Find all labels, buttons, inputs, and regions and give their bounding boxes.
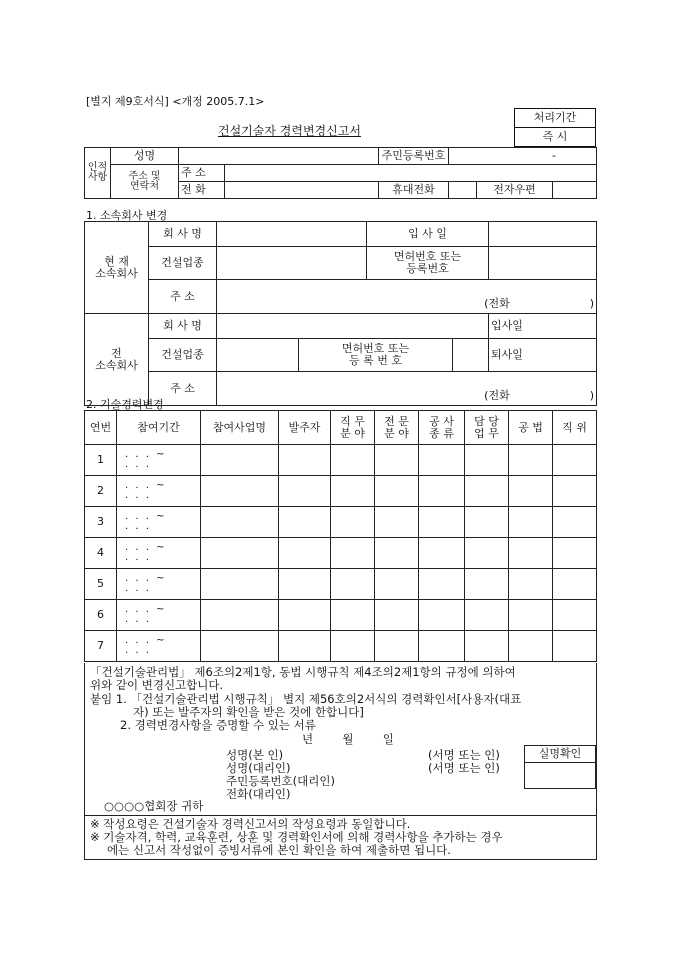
current-phone-label: (전화 bbox=[484, 297, 510, 310]
career-row-cell[interactable] bbox=[279, 476, 331, 507]
career-row-cell[interactable] bbox=[419, 631, 465, 662]
agent-name-label: 성명(대리인) bbox=[226, 761, 291, 775]
period-start-dots: . . . ~ bbox=[125, 449, 167, 460]
career-row-cell[interactable] bbox=[331, 600, 375, 631]
prev-license-field[interactable] bbox=[453, 339, 489, 372]
personal-group-label: 인적 사항 bbox=[85, 148, 111, 199]
col-project: 참여사업명 bbox=[201, 411, 279, 445]
career-row-cell[interactable] bbox=[375, 507, 419, 538]
col-duty-field: 직 무 분 야 bbox=[331, 411, 375, 445]
career-change-table bbox=[84, 410, 597, 662]
career-row-period[interactable] bbox=[117, 445, 201, 476]
declaration-line1: 「건설기술관리법」 제6조의2제1항, 동법 시행규칙 제4조의2제1항의 규정에 의하여 bbox=[90, 665, 516, 679]
career-row-cell[interactable] bbox=[553, 631, 597, 662]
declaration-line2: 위와 같이 변경신고합니다. bbox=[90, 678, 224, 692]
career-row-seq: 6 bbox=[85, 600, 117, 631]
mobile-field[interactable] bbox=[449, 182, 477, 199]
processing-period-value: 즉 시 bbox=[515, 128, 596, 147]
career-row bbox=[85, 538, 597, 569]
career-row bbox=[85, 569, 597, 600]
rrn-field[interactable]: - bbox=[449, 148, 597, 165]
career-row-cell[interactable] bbox=[375, 445, 419, 476]
career-row-cell[interactable] bbox=[465, 538, 509, 569]
career-row-seq: 3 bbox=[85, 507, 117, 538]
career-row-cell[interactable] bbox=[279, 600, 331, 631]
career-row-cell[interactable] bbox=[201, 631, 279, 662]
name-label: 성명 bbox=[111, 148, 179, 165]
agent-sign-note: (서명 또는 인) bbox=[428, 761, 500, 775]
career-row-cell[interactable] bbox=[553, 569, 597, 600]
career-row-seq: 2 bbox=[85, 476, 117, 507]
career-row-cell[interactable] bbox=[279, 569, 331, 600]
career-row-seq: 1 bbox=[85, 445, 117, 476]
career-row-period[interactable] bbox=[117, 600, 201, 631]
processing-period-box bbox=[514, 108, 596, 147]
career-row-cell[interactable] bbox=[419, 569, 465, 600]
current-license-field[interactable] bbox=[489, 247, 597, 280]
note-1: ※ 작성요령은 건설기술자 경력신고서의 작성요령과 동일합니다. bbox=[90, 817, 411, 831]
current-address-field[interactable]: (전화 ) bbox=[217, 280, 597, 314]
career-row-seq: 4 bbox=[85, 538, 117, 569]
career-row-cell[interactable] bbox=[465, 631, 509, 662]
career-row-seq: 7 bbox=[85, 631, 117, 662]
identity-verify-label: 실명확인 bbox=[525, 746, 596, 763]
period-end-dots: . . . bbox=[125, 614, 151, 625]
note-2: ※ 기술자격, 학력, 교육훈련, 상훈 및 경력확인서에 의해 경력사항을 추가하는 경우 bbox=[90, 830, 503, 844]
period-start-dots: . . . ~ bbox=[125, 604, 167, 615]
career-header-row bbox=[85, 411, 597, 445]
address-field[interactable] bbox=[225, 165, 597, 182]
career-row-cell[interactable] bbox=[553, 445, 597, 476]
career-row-cell[interactable] bbox=[553, 600, 597, 631]
attachment-line1-cont: 자) 또는 발주자의 확인을 받은 것에 한합니다] bbox=[133, 705, 364, 719]
prev-address-field[interactable]: (전화 ) bbox=[217, 372, 597, 406]
career-row-period[interactable] bbox=[117, 507, 201, 538]
personal-info-table bbox=[84, 147, 597, 199]
phone-field[interactable] bbox=[225, 182, 379, 199]
form-number: [별지 제9호서식] <개정 2005.7.1> bbox=[86, 95, 265, 108]
career-row-cell[interactable] bbox=[419, 538, 465, 569]
attachment-line2: 2. 경력변경사항을 증명할 수 있는 서류 bbox=[120, 718, 316, 732]
career-row-period[interactable] bbox=[117, 476, 201, 507]
period-start-dots: . . . ~ bbox=[125, 480, 167, 491]
section2-title: 2. 기술경력변경 bbox=[86, 398, 164, 411]
period-end-dots: . . . bbox=[125, 459, 151, 470]
career-row-cell[interactable] bbox=[201, 445, 279, 476]
period-end-dots: . . . bbox=[125, 645, 151, 656]
career-row bbox=[85, 600, 597, 631]
career-row-cell[interactable] bbox=[201, 600, 279, 631]
career-row-cell[interactable] bbox=[201, 538, 279, 569]
career-row-cell[interactable] bbox=[279, 507, 331, 538]
current-join-date-label: 입 사 일 bbox=[367, 222, 489, 247]
career-row-cell[interactable] bbox=[553, 507, 597, 538]
career-row-cell[interactable] bbox=[201, 569, 279, 600]
agent-phone-label: 전화(대리인) bbox=[226, 787, 291, 801]
period-start-dots: . . . ~ bbox=[125, 573, 167, 584]
col-position: 직 위 bbox=[553, 411, 597, 445]
prev-company-name-field[interactable] bbox=[217, 314, 489, 339]
prev-business-label: 건설업종 bbox=[149, 339, 217, 372]
signer-name-label: 성명(본 인) bbox=[226, 748, 284, 762]
identity-verify-box bbox=[524, 745, 596, 789]
date-line: 년 월 일 bbox=[302, 732, 394, 746]
career-row-cell[interactable] bbox=[465, 569, 509, 600]
career-row-cell[interactable] bbox=[419, 507, 465, 538]
career-row-cell[interactable] bbox=[465, 445, 509, 476]
prev-address-label: 주 소 bbox=[149, 372, 217, 406]
prev-leave-date-cell[interactable] bbox=[489, 339, 597, 372]
period-end-dots: . . . bbox=[125, 490, 151, 501]
career-row-cell[interactable] bbox=[331, 445, 375, 476]
current-address-label: 주 소 bbox=[149, 280, 217, 314]
career-row bbox=[85, 631, 597, 662]
career-row-period[interactable] bbox=[117, 538, 201, 569]
career-row-cell[interactable] bbox=[201, 507, 279, 538]
period-start-dots: . . . ~ bbox=[125, 511, 167, 522]
career-row-cell[interactable] bbox=[509, 507, 553, 538]
section1-title: 1. 소속회사 변경 bbox=[86, 209, 168, 222]
current-business-label: 건설업종 bbox=[149, 247, 217, 280]
prev-company-label: 전 소속회사 bbox=[85, 314, 149, 406]
career-row-cell[interactable] bbox=[375, 569, 419, 600]
career-row-cell[interactable] bbox=[331, 631, 375, 662]
career-row bbox=[85, 476, 597, 507]
current-join-date-field[interactable] bbox=[489, 222, 597, 247]
career-row-cell[interactable] bbox=[465, 600, 509, 631]
current-business-field[interactable] bbox=[217, 247, 367, 280]
signer-sign-note: (서명 또는 인) bbox=[428, 748, 500, 762]
career-row-cell[interactable] bbox=[279, 631, 331, 662]
period-end-dots: . . . bbox=[125, 521, 151, 532]
phone-label: 전 화 bbox=[179, 182, 225, 199]
attachment-line1: 붙임 1. 「건설기술관리법 시행규칙」 별지 제56호의2서식의 경력확인서[사용자(대표 bbox=[90, 692, 522, 706]
current-license-label: 면허번호 또는 등록번호 bbox=[367, 247, 489, 280]
career-row-cell[interactable] bbox=[375, 476, 419, 507]
address-label: 주 소 bbox=[179, 165, 225, 182]
prev-business-field[interactable] bbox=[217, 339, 299, 372]
agent-rrn-label: 주민등록번호(대리인) bbox=[226, 774, 335, 788]
career-row-cell[interactable] bbox=[509, 538, 553, 569]
email-label: 전자우편 bbox=[477, 182, 553, 199]
career-row-cell[interactable] bbox=[465, 507, 509, 538]
period-start-dots: . . . ~ bbox=[125, 542, 167, 553]
career-row-cell[interactable] bbox=[279, 445, 331, 476]
prev-join-date-label: 입사일 bbox=[491, 319, 523, 332]
career-row-cell[interactable] bbox=[279, 538, 331, 569]
career-row bbox=[85, 445, 597, 476]
career-row-cell[interactable] bbox=[509, 445, 553, 476]
prev-leave-date-label: 퇴사일 bbox=[491, 348, 523, 361]
career-row-cell[interactable] bbox=[465, 476, 509, 507]
career-row-cell[interactable] bbox=[509, 631, 553, 662]
col-client: 발주자 bbox=[279, 411, 331, 445]
period-end-dots: . . . bbox=[125, 583, 151, 594]
career-row-cell[interactable] bbox=[419, 476, 465, 507]
col-work-type: 공 사 종 류 bbox=[419, 411, 465, 445]
current-company-name-field[interactable] bbox=[217, 222, 367, 247]
email-field[interactable] bbox=[553, 182, 597, 199]
col-period: 참여기간 bbox=[117, 411, 201, 445]
career-row bbox=[85, 507, 597, 538]
processing-period-label: 처리기간 bbox=[515, 109, 596, 128]
current-company-name-label: 회 사 명 bbox=[149, 222, 217, 247]
career-row-period[interactable] bbox=[117, 631, 201, 662]
period-start-dots: . . . ~ bbox=[125, 635, 167, 646]
career-row-cell[interactable] bbox=[375, 538, 419, 569]
col-seq: 연번 bbox=[85, 411, 117, 445]
company-change-table bbox=[84, 221, 597, 406]
form-title: 건설기술자 경력변경신고서 bbox=[218, 124, 361, 138]
career-row-cell[interactable] bbox=[331, 569, 375, 600]
col-method: 공 법 bbox=[509, 411, 553, 445]
career-row-cell[interactable] bbox=[375, 631, 419, 662]
career-row-cell[interactable] bbox=[419, 445, 465, 476]
current-company-label: 현 재 소속회사 bbox=[85, 222, 149, 314]
career-row-cell[interactable] bbox=[553, 538, 597, 569]
career-row-cell[interactable] bbox=[331, 507, 375, 538]
identity-verify-field[interactable] bbox=[525, 763, 596, 789]
note-2-cont: 에는 신고서 작성없이 증빙서류에 본인 확인을 하여 제출하면 됩니다. bbox=[107, 843, 451, 857]
name-field[interactable] bbox=[179, 148, 379, 165]
career-row-seq: 5 bbox=[85, 569, 117, 600]
career-row-cell[interactable] bbox=[331, 538, 375, 569]
career-row-cell[interactable] bbox=[509, 476, 553, 507]
career-row-cell[interactable] bbox=[419, 600, 465, 631]
career-row-cell[interactable] bbox=[375, 600, 419, 631]
rrn-label: 주민등록번호 bbox=[379, 148, 449, 165]
career-row-cell[interactable] bbox=[553, 476, 597, 507]
career-row-cell[interactable] bbox=[509, 600, 553, 631]
prev-phone-label: (전화 bbox=[484, 389, 510, 402]
prev-join-date-cell[interactable] bbox=[489, 314, 597, 339]
col-specialty: 전 문 분 야 bbox=[375, 411, 419, 445]
career-row-cell[interactable] bbox=[331, 476, 375, 507]
recipient: ○○○○협회장 귀하 bbox=[104, 799, 204, 813]
address-contact-label: 주소 및 연락처 bbox=[111, 165, 179, 199]
col-task: 담 당 업 무 bbox=[465, 411, 509, 445]
prev-company-name-label: 회 사 명 bbox=[149, 314, 217, 339]
career-row-cell[interactable] bbox=[509, 569, 553, 600]
period-end-dots: . . . bbox=[125, 552, 151, 563]
career-row-period[interactable] bbox=[117, 569, 201, 600]
mobile-label: 휴대전화 bbox=[379, 182, 449, 199]
prev-license-label: 면허번호 또는 등 록 번 호 bbox=[299, 339, 453, 372]
career-row-cell[interactable] bbox=[201, 476, 279, 507]
